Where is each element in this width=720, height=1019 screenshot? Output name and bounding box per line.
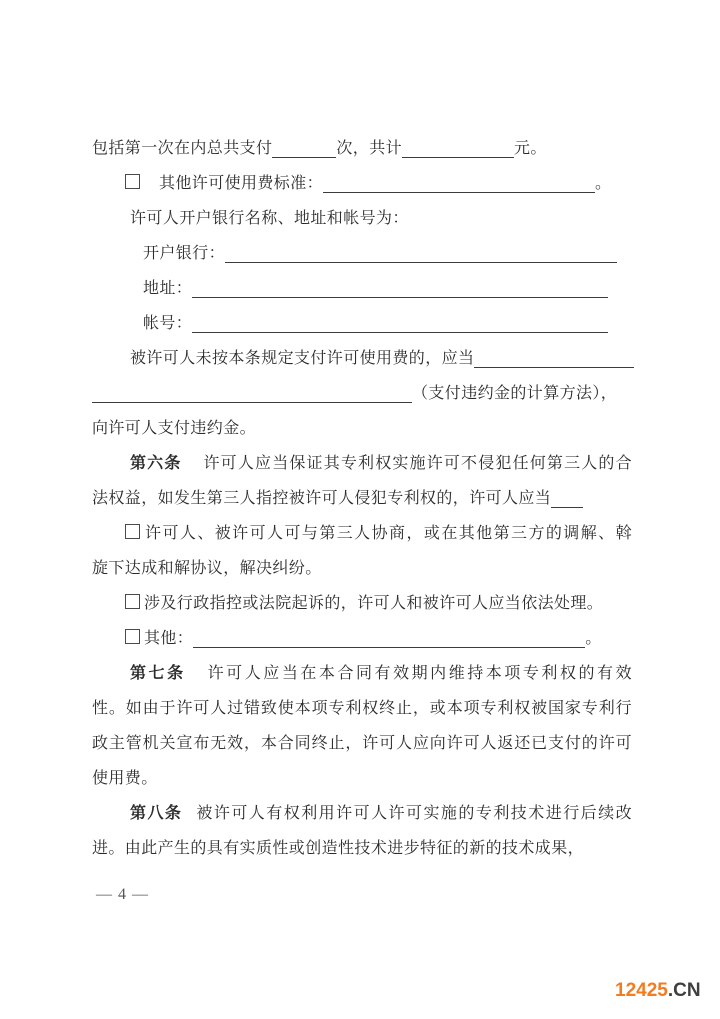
bank-info-heading: 许可人开户银行名称、地址和帐号为： <box>130 210 409 227</box>
contract-body <box>92 131 632 866</box>
option-negotiate-cont-text: 旋下达成和解协议，解决纠纷。 <box>92 560 322 577</box>
option-legal-text: 涉及行政指控或法院起诉的，许可人和被许可人应当依法处理。 <box>144 595 604 612</box>
line-address-field <box>92 271 632 306</box>
line-article-7-cont-1 <box>92 691 632 726</box>
checkbox-icon <box>125 174 140 189</box>
article-7-cont-2-text: 政主管机关宣布无效，本合同终止，许可人应向许可人返还已支付的许可 <box>92 735 632 752</box>
breach-method-note: （支付违约金的计算方法）， <box>412 385 618 402</box>
payment-summary-mid: 次，共计 <box>336 140 403 157</box>
address-label: 地址： <box>143 280 193 297</box>
payment-summary-end: 元。 <box>514 140 547 157</box>
article-8-number: 第八条 <box>130 805 183 822</box>
line-breach-clause-start <box>92 341 632 376</box>
line-account-field <box>92 306 632 341</box>
article-7-text: 许可人应当在本合同有效期内维持本项专利权的有效 <box>207 665 633 682</box>
line-article-7-cont-3 <box>92 761 632 796</box>
article-6-text: 许可人应当保证其专利权实施许可不侵犯任何第三人的合 <box>203 455 632 472</box>
line-article-6-cont <box>92 481 632 516</box>
breach-clause-pre: 被许可人未按本条规定支付许可使用费的，应当 <box>130 350 475 367</box>
blank-line <box>192 315 608 333</box>
bank-name-label: 开户银行： <box>143 245 226 262</box>
watermark-number: 12425 <box>615 980 668 1001</box>
blank-line <box>323 175 595 193</box>
checkbox-icon <box>125 629 140 644</box>
option-other-label: 其他： <box>144 630 194 647</box>
line-option-other <box>92 621 632 656</box>
breach-clause-end: 向许可人支付违约金。 <box>92 420 257 437</box>
watermark-domain: .CN <box>667 980 701 1001</box>
blank-line <box>225 245 617 263</box>
payment-summary-pre: 包括第一次在内总共支付 <box>92 140 273 157</box>
blank-line <box>193 630 585 648</box>
line-article-8-cont <box>92 831 632 866</box>
other-fee-end: 。 <box>595 175 612 192</box>
other-fee-label: 其他许可使用费标准： <box>159 175 324 192</box>
option-negotiate-text: 许可人、被许可人可与第三人协商，或在其他第三方的调解、斡 <box>144 525 632 542</box>
account-label: 帐号： <box>143 315 193 332</box>
line-payment-summary <box>92 131 632 166</box>
article-7-number: 第七条 <box>130 665 186 682</box>
blank-line <box>402 140 514 158</box>
option-other-end: 。 <box>585 630 602 647</box>
article-8-text: 被许可人有权利用许可人许可实施的专利技术进行后续改 <box>196 805 632 822</box>
article-8-cont-text: 进。由此产生的具有实质性或创造性技术进步特征的新的技术成果， <box>92 840 585 857</box>
line-bank-info-heading <box>92 201 632 236</box>
article-7-cont-1-text: 性。如由于许可人过错致使本项专利权终止，或本项专利权被国家专利行 <box>92 700 632 717</box>
blank-line <box>272 140 336 158</box>
line-bank-name-field <box>92 236 632 271</box>
line-breach-method <box>92 376 632 411</box>
checkbox-icon <box>125 524 140 539</box>
line-option-legal <box>92 586 632 621</box>
checkbox-icon <box>125 594 140 609</box>
line-option-negotiate <box>92 516 632 551</box>
article-7-cont-3-text: 使用费。 <box>92 770 158 787</box>
blank-line <box>474 350 634 368</box>
blank-line <box>192 280 608 298</box>
line-article-7-cont-2 <box>92 726 632 761</box>
line-other-fee-option <box>92 166 632 201</box>
line-option-negotiate-cont <box>92 551 632 586</box>
line-article-8-start <box>92 796 632 831</box>
article-6-number: 第六条 <box>130 455 182 472</box>
page-number: — 4 — <box>96 886 149 903</box>
article-6-cont-text: 法权益，如发生第三人指控被许可人侵犯专利权的，许可人应当 <box>92 490 552 507</box>
line-article-6-start <box>92 446 632 481</box>
blank-line <box>92 385 412 403</box>
line-article-7-start <box>92 656 632 691</box>
line-breach-clause-end <box>92 411 632 446</box>
site-watermark <box>615 979 701 1003</box>
blank-line <box>551 490 583 508</box>
